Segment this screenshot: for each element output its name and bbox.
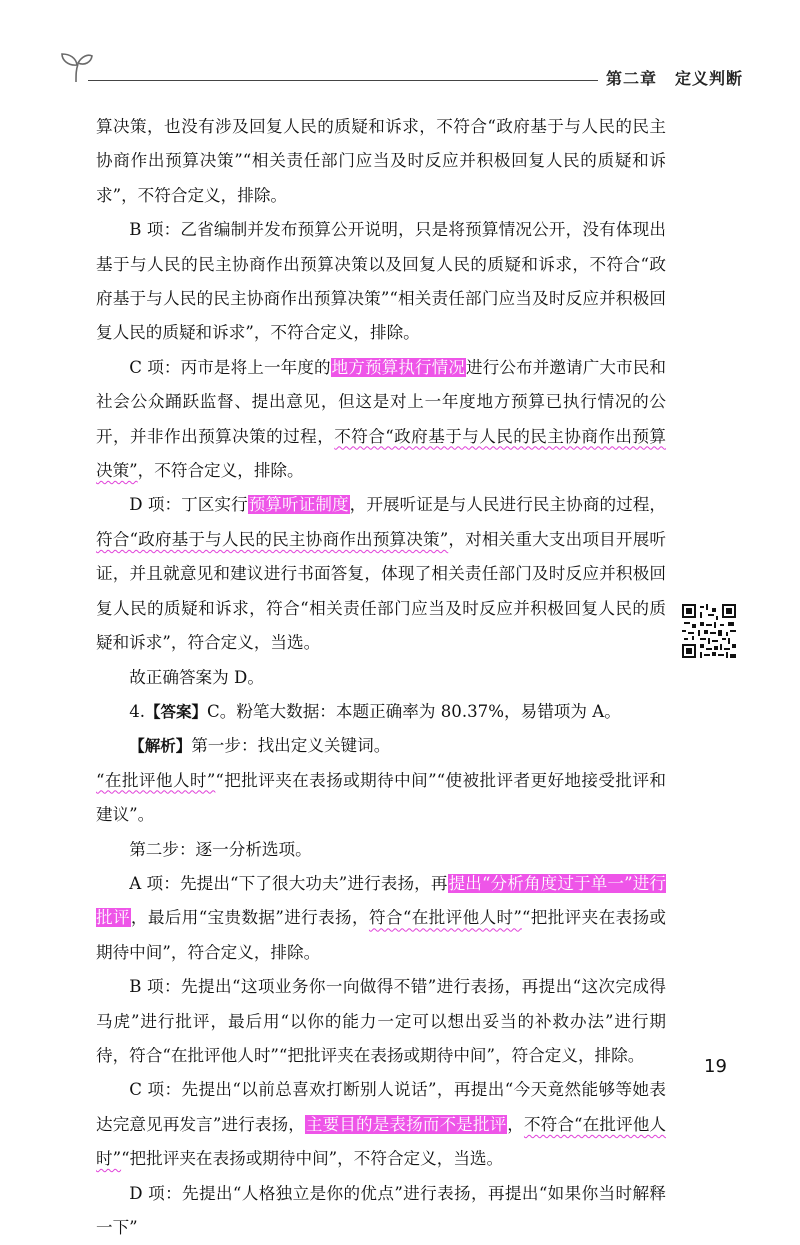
header-rule [88,80,598,81]
question-number: 4. [129,701,146,721]
paragraph: B 项：乙省编制并发布预算公开说明，只是将预算情况公开，没有体现出基于与人民的民主协商作出预算决策以及回复人民的质疑和诉求，不符合“政府基于与人民的民主协商作出预算决策”“相关责任部门应当及时反应并积极回复人民的质疑和诉求”，不符合定义，排除。 [96,220,666,343]
page-body [96,110,666,1245]
wavy-underline: 符合“在批评他人时” [368,908,522,928]
highlight: 提出“分析角度过于单一”进行批评 [96,873,666,928]
text-run: C 项：先提出“以前总喜欢打断别人说话”，再提出“今天竟然能够等她表达完意见再发言”进行表扬， [96,1080,666,1134]
text-run: D 项：丁区实行 [129,495,248,515]
analysis-line [96,729,666,763]
paragraph: D 项：先提出“人格独立是你的优点”进行表扬，再提出“如果你当时解释一下” [96,1183,666,1237]
text-run: ，开展听证是与人民进行民主协商的过程， [349,495,667,515]
text-run: 第一步：找出定义关键词。 [191,736,391,756]
highlight: 地方预算执行情况 [331,357,466,377]
paragraph [96,764,666,833]
text-run: “把批评夹在表扬或期待中间”“使被批评者更好地接受批评和建议”。 [96,770,666,825]
paragraph [96,488,666,660]
wavy-underline: 不符合“在批评他人时” [96,1114,667,1169]
highlight: 主要目的是表扬而不是批评 [305,1114,507,1134]
text-run: “把批评夹在表扬或期待中间”，不符合定义，当选。 [121,1149,504,1169]
page-number: 19 [704,1056,727,1077]
paragraph [96,351,666,489]
wavy-underline: 不符合“政府基于与人民的民主协商作出预算决策” [96,426,666,481]
paragraph [96,1073,666,1176]
text-run: C 项：丙市是将上一年度的 [129,357,331,377]
sprout-icon [58,48,94,84]
paragraph [96,867,666,970]
qr-code-icon[interactable] [682,604,736,658]
text-run: 进行公布并邀请广大市民和社会公众踊跃监督、提出意见，但这是对上一年度地方预算已执行情况的公开，并非作出预算决策的过程， [96,357,666,446]
text-run: ，最后用“宝贵数据”进行表扬， [130,908,369,928]
answer-line [96,695,666,729]
text-run: A 项：先提出“下了很大功夫”进行表扬，再 [129,873,448,893]
paragraph: B 项：先提出“这项业务你一向做得不错”进行表扬，再提出“这次完成得马虎”进行批评，最后用“以你的能力一定可以想出妥当的补救办法”进行期待，符合“在批评他人时”“把批评夹在表扬或期待中间”，符合定义，排除。 [96,977,666,1065]
paragraph: 第二步：逐一分析选项。 [129,839,312,859]
answer-tag: 【答案】 [145,702,208,721]
text-run: C。粉笔大数据：本题正确率为 80.37%，易错项为 A。 [207,701,621,721]
text-run: ，不符合定义，排除。 [137,461,304,481]
text-run: “把批评夹在表扬或期待中间”，符合定义，排除。 [96,908,667,962]
wavy-underline: 符合“政府基于与人民的民主协商作出预算决策” [96,529,449,549]
chapter-title: 定义判断 [675,69,744,88]
wavy-underline: “在批评他人时” [96,770,216,790]
analysis-tag: 【解析】 [129,737,192,756]
chapter-number: 第二章 [606,69,658,88]
paragraph: 故正确答案为 D。 [129,667,264,687]
text-run: ，对相关重大支出项目开展听证，并且就意见和建议进行书面答复，体现了相关责任部门及时反应并积极回复人民的质疑和诉求，符合“相关责任部门应当及时反应并积极回复人民的质疑和诉求”，符合定义，当选。 [96,529,667,653]
paragraph: 算决策，也没有涉及回复人民的质疑和诉求，不符合“政府基于与人民的民主协商作出预算决策”“相关责任部门应当及时反应并积极回复人民的质疑和诉求”，不符合定义，排除。 [96,117,666,205]
highlight: 预算听证制度 [248,495,349,515]
chapter-header [606,66,743,89]
text-run: ， [507,1114,524,1134]
